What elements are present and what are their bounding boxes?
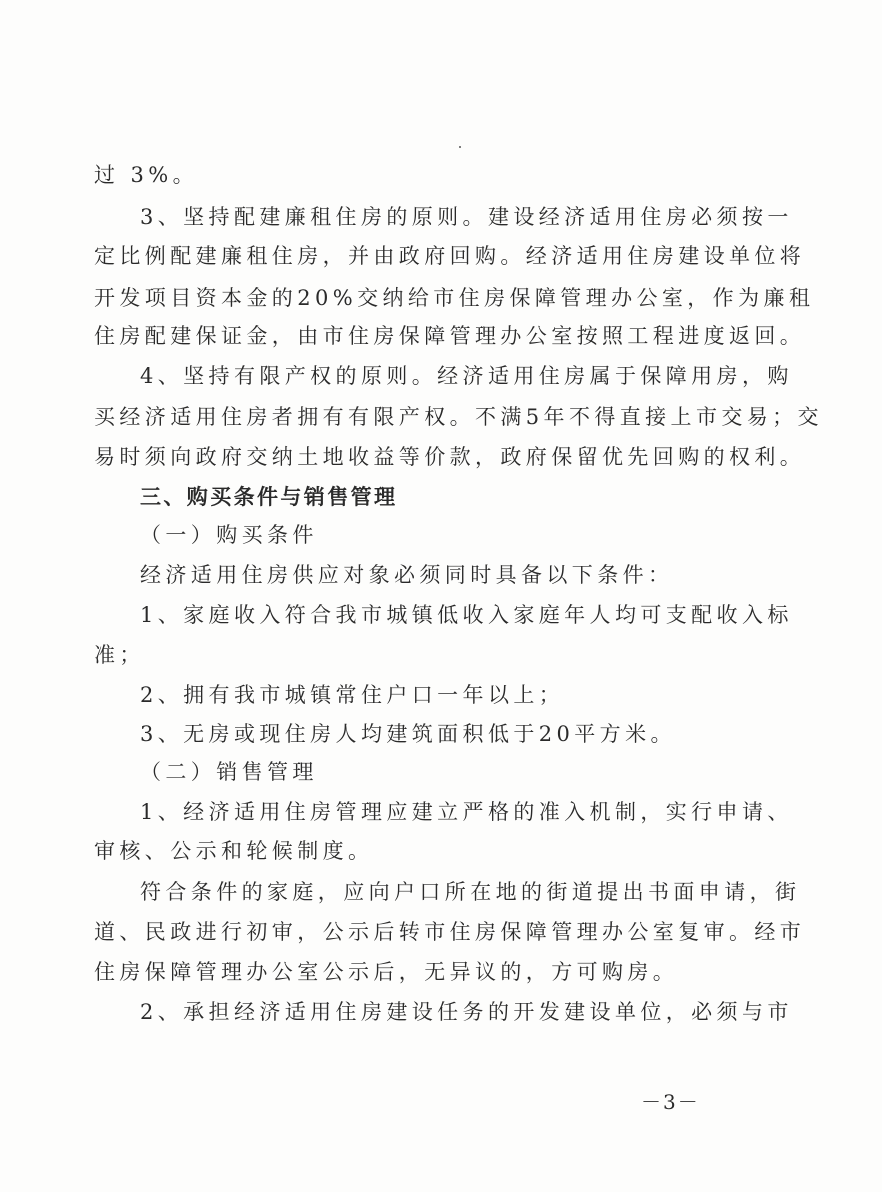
- text-line: 经济适用住房供应对象必须同时具备以下条件：: [140, 563, 674, 587]
- text-line: 3、无房或现住房人均建筑面积低于20平方米。: [140, 722, 676, 746]
- text-line: 审核、公示和轮候制度。: [94, 839, 374, 863]
- text-line: 符合条件的家庭，应向户口所在地的街道提出书面申请，街: [140, 880, 801, 904]
- text-line: 定比例配建廉租住房，并由政府回购。经济适用住房建设单位将: [94, 244, 806, 268]
- text-line: 过 3%。: [94, 163, 198, 187]
- text-line: 住房配建保证金，由市住房保障管理办公室按照工程进度返回。: [94, 324, 806, 348]
- text-line: 2、承担经济适用住房建设任务的开发建设单位，必须与市: [140, 1000, 793, 1024]
- subsection-heading: （一）购买条件: [140, 523, 318, 547]
- text-line: 2、拥有我市城镇常住户口一年以上；: [140, 683, 565, 707]
- scan-speck: [459, 146, 461, 148]
- text-line: 易时须向政府交纳土地收益等价款，政府保留优先回购的权利。: [94, 445, 806, 469]
- section-heading: 三、购买条件与销售管理: [140, 485, 398, 509]
- text-line: 道、民政进行初审，公示后转市住房保障管理办公室复审。经市: [94, 920, 806, 944]
- page-number: －3－: [641, 1090, 700, 1114]
- subsection-heading: （二）销售管理: [140, 760, 318, 784]
- text-line: 开发项目资本金的20%交纳给市住房保障管理办公室，作为廉租: [94, 286, 815, 310]
- text-line: 买经济适用住房者拥有有限产权。不满5年不得直接上市交易；交: [94, 405, 823, 429]
- text-line: 3、坚持配建廉租住房的原则。建设经济适用住房必须按一: [140, 205, 793, 229]
- text-line: 准；: [94, 643, 145, 667]
- text-line: 4、坚持有限产权的原则。经济适用住房属于保障用房，购: [140, 364, 793, 388]
- text-line: 1、家庭收入符合我市城镇低收入家庭年人均可支配收入标: [140, 603, 793, 627]
- text-line: 住房保障管理办公室公示后，无异议的，方可购房。: [94, 960, 679, 984]
- text-line: 1、经济适用住房管理应建立严格的准入机制，实行申请、: [140, 800, 793, 824]
